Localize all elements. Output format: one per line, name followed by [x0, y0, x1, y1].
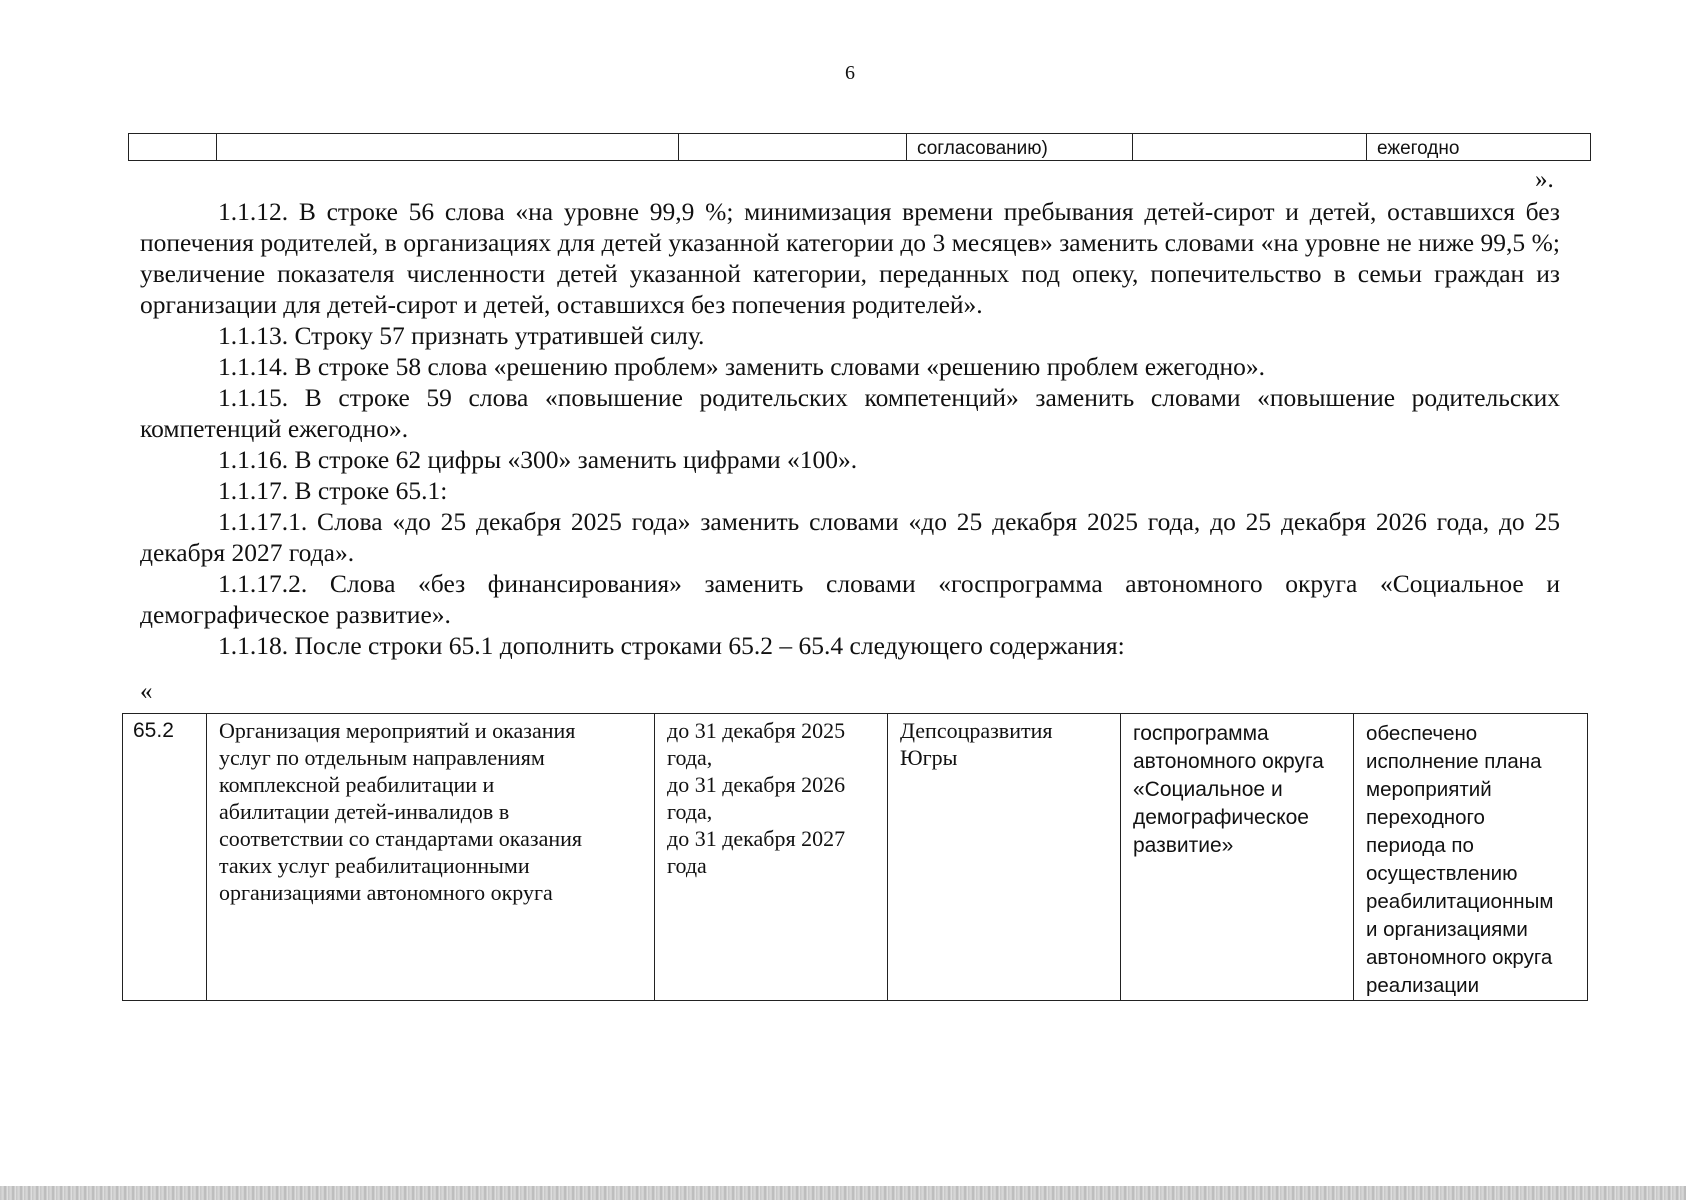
paragraph-1-1-12: 1.1.12. В строке 56 слова «на уровне 99,9 %; минимизация времени пребывания детей-сирот и детей, оставшихся без попечения родителей, в организациях для детей указанной категории до 3 месяцев» заменить словами «на уровне не ниже 99,5 %; увеличение показателя численности детей указанной категории, переданных под опеку, попечительство в семьи граждан из организации для детей-сирот и детей, оставшихся без попечения родителей».: [140, 197, 1560, 319]
closing-quote: ».: [1535, 166, 1554, 193]
continued-table-row: [128, 133, 1591, 161]
program-line: госпрограмма: [1133, 722, 1269, 745]
paragraph-1-1-17: 1.1.17. В строке 65.1:: [218, 476, 448, 505]
event-line: абилитации детей-инвалидов в: [219, 799, 510, 824]
event-cell: [207, 714, 655, 1001]
program-line: развитие»: [1133, 834, 1234, 857]
result-line: реабилитационным: [1366, 890, 1554, 913]
deadline-line: до 31 декабря 2025: [667, 718, 846, 743]
deadline-line: года: [667, 853, 707, 878]
table-cell-event: [217, 134, 679, 161]
result-line: мероприятий: [1366, 778, 1492, 801]
responsible-line: Югры: [900, 745, 958, 770]
table-cell-deadline: [679, 134, 907, 161]
table-row: [123, 714, 1588, 1001]
result-line: переходного: [1366, 806, 1485, 829]
new-rows-table: [122, 713, 1588, 1001]
result-line: обеспечено: [1366, 722, 1478, 745]
responsible-line: Депсоцразвития: [900, 718, 1053, 743]
event-line: услуг по отдельным направлениям: [219, 745, 545, 770]
table-cell-program: [1133, 134, 1367, 161]
deadline-line: до 31 декабря 2026: [667, 772, 846, 797]
result-cell: [1354, 714, 1588, 1001]
amendment-text: [140, 196, 1560, 661]
deadline-line: года,: [667, 799, 713, 824]
paragraph-1-1-14: 1.1.14. В строке 58 слова «решению проблем» заменить словами «решению проблем ежегодно».: [218, 352, 1265, 381]
page-number: 6: [845, 62, 855, 84]
event-line: соответствии со стандартами оказания: [219, 826, 583, 851]
deadline-line: года,: [667, 745, 713, 770]
paragraph-1-1-17-2: 1.1.17.2. Слова «без финансирования» заменить словами «госпрограмма автономного округа «Социальное и демографическое развитие».: [140, 569, 1560, 629]
result-line: автономного округа: [1366, 946, 1553, 969]
program-line: демографическое: [1133, 806, 1309, 829]
table-cell-number: [129, 134, 217, 161]
result-line: реализации: [1366, 974, 1480, 997]
paragraph-1-1-18: 1.1.18. После строки 65.1 дополнить строками 65.2 – 65.4 следующего содержания:: [218, 631, 1125, 660]
scan-edge-noise: [0, 1186, 1686, 1200]
deadline-line: до 31 декабря 2027: [667, 826, 846, 851]
result-line: осуществлению: [1366, 862, 1518, 885]
deadline-cell: [655, 714, 888, 1001]
paragraph-1-1-13: 1.1.13. Строку 57 признать утратившей силу.: [218, 321, 705, 350]
result-line: исполнение плана: [1366, 750, 1542, 773]
program-cell: [1121, 714, 1354, 1001]
result-line: периода по: [1366, 834, 1474, 857]
event-line: Организация мероприятий и оказания: [219, 718, 576, 743]
event-line: организациями автономного округа: [219, 880, 553, 905]
table-cell-responsible: согласованию): [907, 134, 1133, 161]
program-line: автономного округа: [1133, 750, 1324, 773]
program-line: «Социальное и: [1133, 778, 1283, 801]
responsible-cell: [888, 714, 1121, 1001]
event-line: комплексной реабилитации и: [219, 772, 495, 797]
row-number: 65.2: [123, 714, 207, 1001]
paragraph-1-1-16: 1.1.16. В строке 62 цифры «300» заменить цифрами «100».: [218, 445, 858, 474]
result-line: и организациями: [1366, 918, 1528, 941]
paragraph-1-1-17-1: 1.1.17.1. Слова «до 25 декабря 2025 года» заменить словами «до 25 декабря 2025 года, до 25 декабря 2026 года, до 25 декабря 2027 года».: [140, 507, 1560, 567]
paragraph-1-1-15: 1.1.15. В строке 59 слова «повышение родительских компетенций» заменить словами «повышение родительских компетенций ежегодно».: [140, 383, 1560, 443]
event-line: таких услуг реабилитационными: [219, 853, 530, 878]
open-quote: «: [140, 678, 153, 705]
table-cell-result: ежегодно: [1367, 134, 1591, 161]
table-row: [129, 134, 1591, 161]
